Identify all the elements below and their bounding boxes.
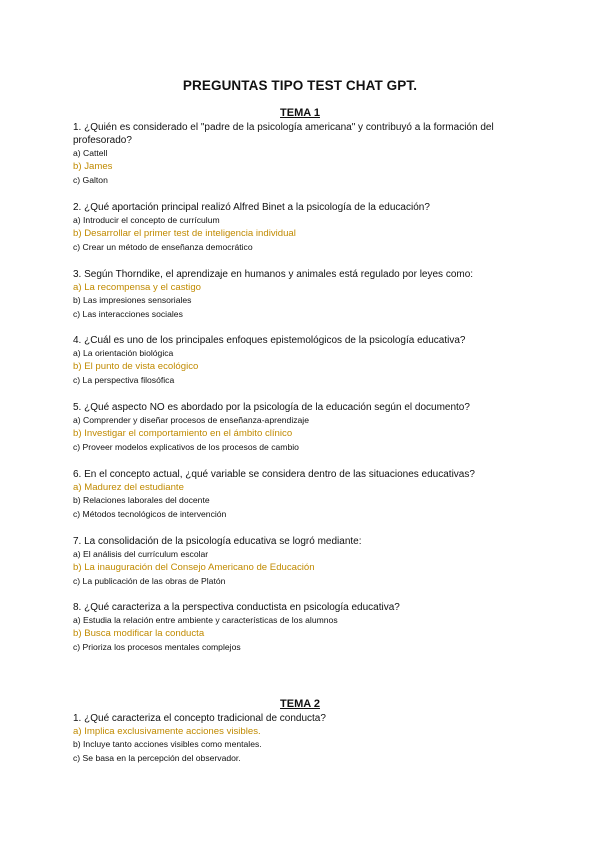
option-c: c) Las interacciones sociales [73,308,183,319]
question-text: 6. En el concepto actual, ¿qué variable se considera dentro de las situaciones educativas? [73,469,475,480]
question-1-1 [73,121,533,187]
option-a: a) El análisis del currículum escolar [73,549,209,559]
option-c: c) Prioriza los procesos mentales complejos [73,641,241,652]
document-title: PREGUNTAS TIPO TEST CHAT GPT. [182,78,418,93]
option-a-correct: a) La recompensa y el castigo [73,282,201,293]
option-c: c) Se basa en la percepción del observador. [73,752,241,763]
tema-2-title: TEMA 2 [280,698,320,710]
question-1-3 [73,268,533,321]
option-b-correct: b) Desarrollar el primer test de inteligencia individual [73,228,296,240]
option-b: b) Relaciones laborales del docente [73,495,210,506]
option-a-correct: a) Madurez del estudiante [73,482,184,493]
option-c: c) Galton [73,174,108,185]
question-1-4 [73,334,533,387]
question-1-6 [73,468,533,521]
question-text: 1. ¿Qué caracteriza el concepto tradicional de conducta? [73,713,326,724]
option-a-correct: a) Implica exclusivamente acciones visibles. [73,726,261,737]
option-a: a) Comprender y diseñar procesos de enseñanza-aprendizaje [73,415,309,425]
option-a: a) Introducir el concepto de currículum [73,215,220,225]
option-b-correct: b) La inauguración del Consejo Americano de Educación [73,562,315,574]
question-1-2 [73,201,533,254]
option-b: b) Incluye tanto acciones visibles como mentales. [73,739,262,750]
question-2-1 [73,712,533,765]
option-c: c) Proveer modelos explicativos de los procesos de cambio [73,441,299,452]
option-a: a) Estudia la relación entre ambiente y características de los alumnos [73,615,338,625]
question-text: 2. ¿Qué aportación principal realizó Alfred Binet a la psicología de la educación? [73,202,430,213]
option-b-correct: b) El punto de vista ecológico [73,361,199,373]
question-text: 5. ¿Qué aspecto NO es abordado por la psicología de la educación según el documento? [73,402,470,413]
question-text: 8. ¿Qué caracteriza a la perspectiva conductista en psicología educativa? [73,602,400,613]
option-b-correct: b) Investigar el comportamiento en el ámbito clínico [73,428,293,440]
option-a: a) La orientación biológica [73,348,174,358]
option-b-correct: b) James [73,161,113,173]
option-c: c) La publicación de las obras de Platón [73,575,226,586]
option-b: b) Las impresiones sensoriales [73,295,192,306]
question-1-8 [73,601,533,654]
option-a: a) Cattell [73,148,108,158]
question-text: 4. ¿Cuál es uno de los principales enfoques epistemológicos de la psicología educativa? [73,335,466,346]
option-c: c) Métodos tecnológicos de intervención [73,508,227,519]
question-1-7 [73,535,533,588]
question-text: 7. La consolidación de la psicología educativa se logró mediante: [73,536,362,547]
question-text: 3. Según Thorndike, el aprendizaje en humanos y animales está regulado por leyes como: [73,269,474,280]
option-b-correct: b) Busca modificar la conducta [73,628,205,640]
option-c: c) Crear un método de enseñanza democrático [73,241,253,252]
tema-1-title: TEMA 1 [280,107,320,119]
question-1-5 [73,401,533,454]
option-c: c) La perspectiva filosófica [73,374,175,385]
question-text: 1. ¿Quién es considerado el "padre de la psicología americana" y contribuyó a la formación del profesorado? [73,122,494,146]
